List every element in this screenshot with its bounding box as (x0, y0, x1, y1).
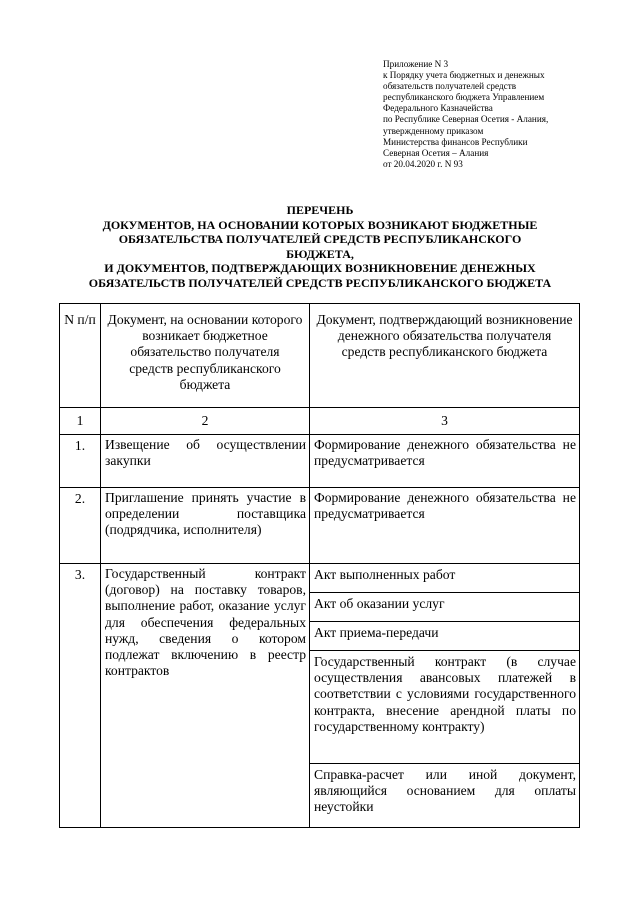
column-number: 3 (310, 408, 580, 435)
document-title (60, 203, 580, 290)
annex-line: Северная Осетия – Алания (383, 147, 489, 158)
title-line: ПЕРЕЧЕНЬ (286, 203, 354, 217)
table-row (60, 564, 580, 593)
confirming-document: Формирование денежного обязательства не предусматривается (310, 488, 580, 564)
header-obligation-document: Документ, на основании которого возникает бюджетное обязательство получателя средств республиканского бюджета (101, 304, 310, 408)
annex-line: от 20.04.2020 г. N 93 (383, 158, 463, 169)
title-line: И ДОКУМЕНТОВ, ПОДТВЕРЖДАЮЩИХ ВОЗНИКНОВЕНИЕ ДЕНЕЖНЫХ (104, 261, 536, 275)
confirming-document: Акт выполненных работ (310, 564, 580, 593)
row-number: 3. (60, 564, 101, 828)
header-confirming-document: Документ, подтверждающий возникновение денежного обязательства получателя средств республиканского бюджета (310, 304, 580, 408)
annex-line: к Порядку учета бюджетных и денежных (383, 70, 545, 81)
title-line: ДОКУМЕНТОВ, НА ОСНОВАНИИ КОТОРЫХ ВОЗНИКАЮТ БЮДЖЕТНЫЕ (102, 217, 538, 232)
column-number-row (60, 408, 580, 435)
annex-line: Федерального Казначейства (383, 103, 493, 114)
annex-line: республиканского бюджета Управлением (383, 92, 545, 103)
confirming-document: Государственный контракт (в случае осуществления авансовых платежей в соответствии с условиями государственного контракта, внесение арендной платы по государственному контракту) (310, 651, 580, 764)
table-header-row (60, 304, 580, 408)
annex-line: по Республике Северная Осетия - Алания, (383, 114, 549, 125)
obligation-document: Извещение об осуществлении закупки (101, 435, 310, 488)
annex-line: Министерства финансов Республики (383, 136, 528, 147)
title-line: БЮДЖЕТА, (286, 246, 354, 261)
annex-line: Приложение N 3 (383, 59, 449, 69)
row-number: 1. (60, 435, 101, 488)
confirming-document: Акт приема-передачи (310, 622, 580, 651)
documents-table (59, 303, 580, 828)
column-number: 2 (101, 408, 310, 435)
table-row (60, 488, 580, 564)
confirming-document: Справка-расчет или иной документ, являющийся основанием для оплаты неустойки (310, 764, 580, 828)
column-number: 1 (60, 408, 101, 435)
title-line: ОБЯЗАТЕЛЬСТВА ПОЛУЧАТЕЛЕЙ СРЕДСТВ РЕСПУБЛИКАНСКОГО (118, 232, 522, 246)
annex-note (383, 59, 603, 170)
table-row (60, 435, 580, 488)
annex-line: утвержденному приказом (383, 125, 484, 136)
annex-line: обязательств получателей средств (383, 81, 517, 92)
title-line: ОБЯЗАТЕЛЬСТВ ПОЛУЧАТЕЛЕЙ СРЕДСТВ РЕСПУБЛИКАНСКОГО БЮДЖЕТА (88, 275, 552, 290)
row-number: 2. (60, 488, 101, 564)
obligation-document: Приглашение принять участие в определении поставщика (подрядчика, исполнителя) (101, 488, 310, 564)
confirming-document: Формирование денежного обязательства не предусматривается (310, 435, 580, 488)
confirming-document: Акт об оказании услуг (310, 593, 580, 622)
header-number: N п/п (60, 304, 101, 408)
obligation-document: Государственный контракт (договор) на поставку товаров, выполнение работ, оказание услуг для обеспечения федеральных нужд, сведения о котором подлежат включению в реестр контрактов (101, 564, 310, 828)
